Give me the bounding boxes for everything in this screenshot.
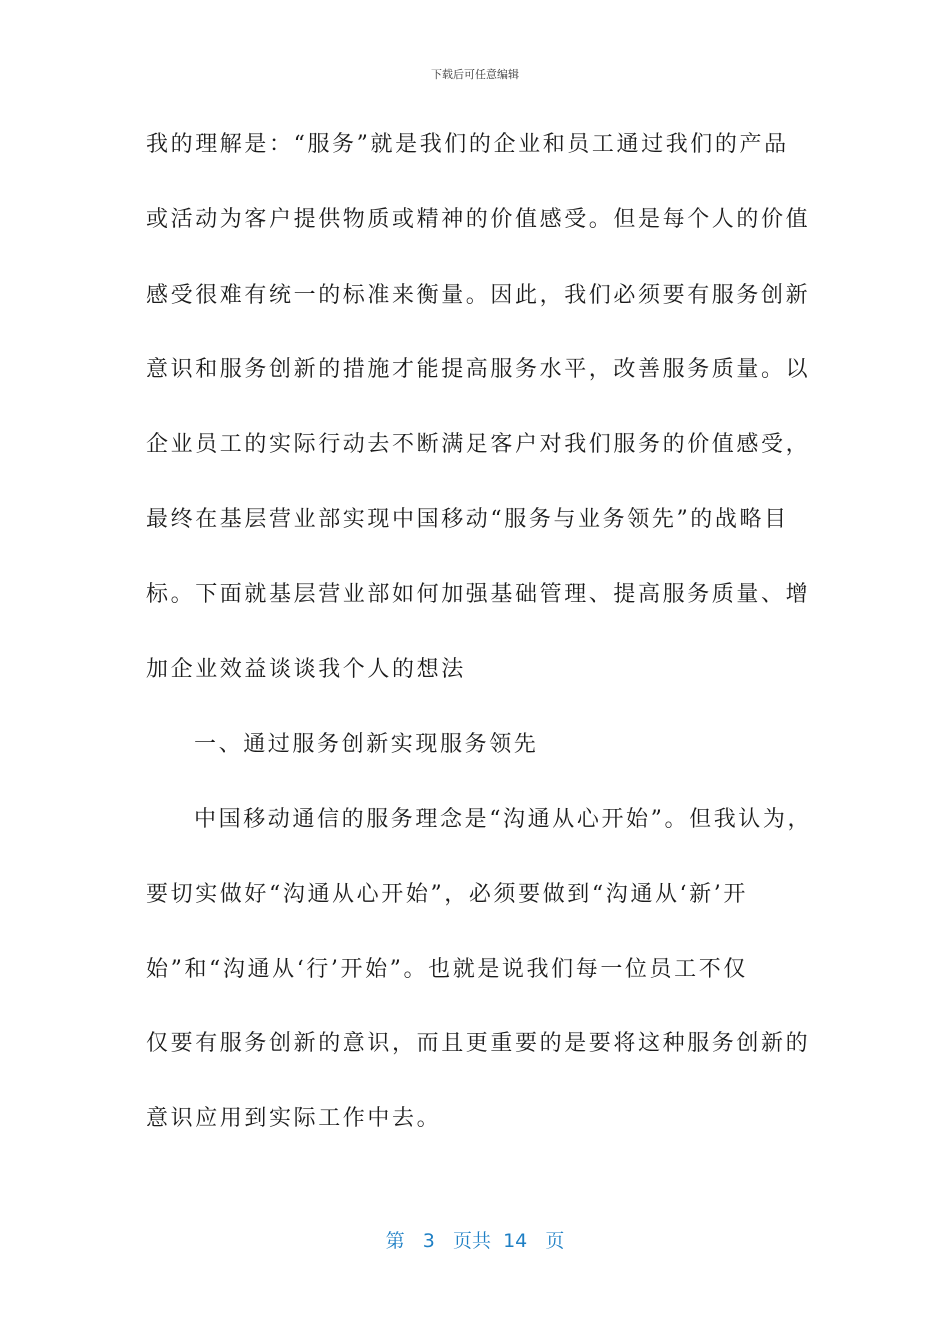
footer-suffix: 页 [545,1230,565,1252]
body-line: 感受很难有统一的标准来衡量。因此，我们必须要有服务创新 [146,283,811,308]
body-line: 要切实做好“沟通从心开始”，必须要做到“沟通从‘新’开 [146,882,748,907]
body-line: 企业员工的实际行动去不断满足客户对我们服务的价值感受， [146,432,811,457]
body-line: 标。下面就基层营业部如何加强基础管理、提高服务质量、增 [146,582,811,607]
body-line: 或活动为客户提供物质或精神的价值感受。但是每个人的价值 [146,207,811,232]
page-footer [0,1226,950,1253]
body-line: 中国移动通信的服务理念是“沟通从心开始”。但我认为， [194,807,813,832]
body-line: 始”和“沟通从‘行’开始”。也就是说我们每一位员工不仅 [146,957,748,982]
body-line: 加企业效益谈谈我个人的想法 [146,657,466,682]
body-line: 我的理解是：“服务”就是我们的企业和员工通过我们的产品 [146,132,789,157]
body-line: 意识应用到实际工作中去。 [146,1106,442,1131]
footer-middle: 页共 [452,1230,491,1252]
footer-prefix: 第 [385,1230,405,1252]
page-header: 下载后可任意编辑 [431,68,519,81]
body-line: 仅要有服务创新的意识，而且更重要的是要将这种服务创新的 [146,1031,811,1056]
total-pages-number: 14 [503,1230,528,1252]
body-line: 意识和服务创新的措施才能提高服务水平，改善服务质量。以 [146,357,811,382]
section-heading: 一、通过服务创新实现服务领先 [194,732,539,757]
current-page-number: 3 [422,1230,435,1252]
body-line: 最终在基层营业部实现中国移动“服务与业务领先”的战略目 [146,507,789,532]
